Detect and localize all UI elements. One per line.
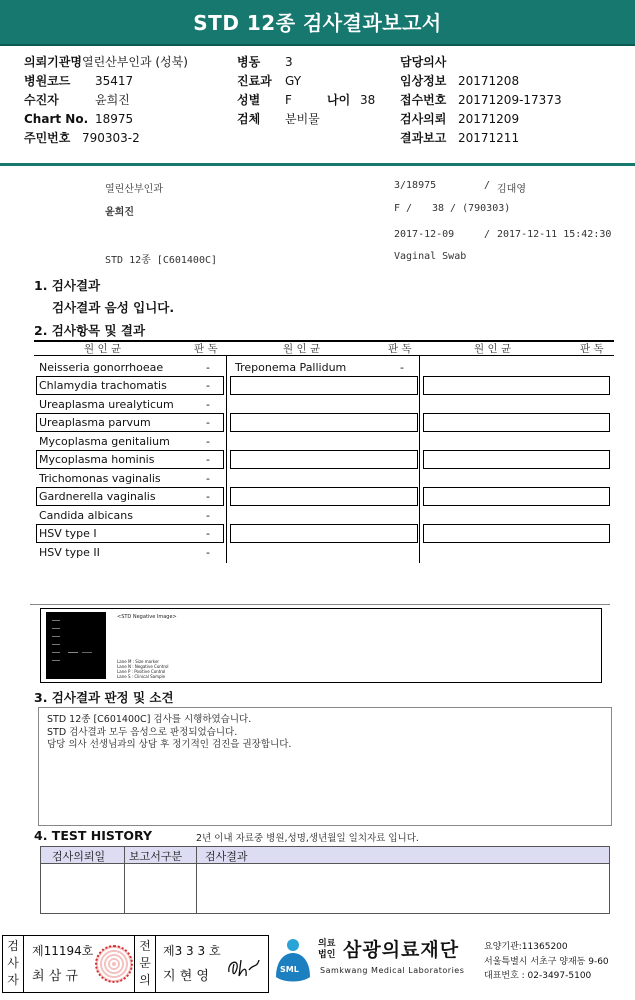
examiner-seal bbox=[95, 945, 133, 983]
pathogen-result: - bbox=[206, 509, 210, 522]
history-col-date: 검사의뢰일 bbox=[52, 850, 106, 863]
section-1-result: 검사결과 음성 입니다. bbox=[52, 300, 175, 315]
col-header-judge-2: 판 독 bbox=[388, 343, 412, 355]
org-logo bbox=[272, 937, 314, 989]
info-row-doctor: 담당의사 bbox=[400, 55, 447, 69]
col-header-pathogen-3: 원 인 균 bbox=[474, 343, 512, 355]
signature-box bbox=[2, 935, 269, 993]
examiner-license: 제11194호 bbox=[32, 944, 94, 958]
pathogen-name: Treponema Pallidum bbox=[235, 361, 347, 374]
gel-image bbox=[46, 612, 106, 679]
sub-hospital: 열린산부인과 bbox=[105, 184, 163, 195]
pathogen-name: Ureaplasma parvum bbox=[39, 416, 151, 429]
gel-legend: Lane M : Size marker Lane N : Negative Control Lane P : Positive Control Lane S : Clinical Sample bbox=[117, 659, 169, 679]
empty-row-box bbox=[423, 450, 610, 469]
section-3-heading: 3. 검사결과 판정 및 소견 bbox=[34, 690, 174, 705]
pathogen-result: - bbox=[400, 361, 404, 374]
reviewer-license: 제3 3 3 호 bbox=[163, 944, 221, 958]
col-separator-1 bbox=[226, 355, 227, 563]
reviewer-signature bbox=[225, 954, 263, 980]
empty-row-box bbox=[423, 524, 610, 543]
info-row-sex: 성별 F 나이 38 bbox=[237, 93, 376, 107]
pathogen-name: Mycoplasma genitalium bbox=[39, 435, 170, 448]
info-row-chart: Chart No. 18975 bbox=[24, 112, 134, 126]
info-left bbox=[24, 53, 224, 148]
history-table bbox=[40, 846, 610, 914]
info-row-dept: 진료과 GY bbox=[237, 74, 302, 88]
empty-row-box bbox=[423, 413, 610, 432]
empty-row-box bbox=[230, 524, 418, 543]
pathogen-name: Gardnerella vaginalis bbox=[39, 490, 156, 503]
remarks-text: STD 12종 [C601400C] 검사를 시행하였습니다. STD 검사결과 모두 음성으로 판정되었습니다. 담당 의사 선생님과의 상담 후 정기적인 검진을 권장합니다. bbox=[47, 714, 292, 750]
pathogen-result: - bbox=[206, 527, 210, 540]
pathogen-name: Chlamydia trachomatis bbox=[39, 379, 167, 392]
sub-chart: 3/18975 bbox=[394, 180, 437, 191]
pathogen-result: - bbox=[206, 398, 210, 411]
sub-date-1: 2017-12-09 bbox=[394, 229, 455, 240]
info-mid bbox=[237, 53, 397, 129]
sub-slash-2: / bbox=[484, 229, 491, 240]
pathogen-name: Candida albicans bbox=[39, 509, 133, 522]
pathogen-result: - bbox=[206, 472, 210, 485]
info-right bbox=[400, 53, 620, 148]
pathogen-name: HSV type I bbox=[39, 527, 97, 540]
sub-age: 38 / (790303) bbox=[432, 203, 511, 214]
sub-doctor: 김대영 bbox=[497, 184, 526, 195]
info-row-patient: 수진자 윤희진 bbox=[24, 93, 130, 107]
gel-top-rule bbox=[30, 604, 610, 605]
pathogen-result: - bbox=[206, 453, 210, 466]
col-header-pathogen-2: 원 인 균 bbox=[283, 343, 321, 355]
gel-title: <STD Negative Image> bbox=[117, 614, 177, 620]
info-row-requested: 검사의뢰 20171209 bbox=[400, 112, 520, 126]
pathogen-result: - bbox=[206, 379, 210, 392]
history-col-result: 검사결과 bbox=[205, 850, 248, 863]
col-separator-2 bbox=[419, 355, 420, 563]
empty-row-box bbox=[230, 376, 418, 395]
empty-row-box bbox=[230, 413, 418, 432]
pathogen-name: Ureaplasma urealyticum bbox=[39, 398, 174, 411]
empty-row-box bbox=[423, 487, 610, 506]
info-row-reported: 결과보고 20171211 bbox=[400, 131, 520, 145]
info-row-institution: 의뢰기관명열린산부인과 (성북) bbox=[24, 55, 188, 69]
org-contact: 요양기관:11365200 서울특별시 서초구 양재동 9-60 대표번호 : 02-3497-5100 bbox=[484, 942, 609, 981]
info-row-clinical: 임상정보 20171208 bbox=[400, 74, 520, 88]
sub-specimen: Vaginal Swab bbox=[394, 251, 467, 262]
org-prefix: 의료 법인 bbox=[318, 939, 336, 960]
info-row-hospital-code: 병원코드 35417 bbox=[24, 74, 134, 88]
info-row-ward: 병동 3 bbox=[237, 55, 293, 69]
history-col-sep-1 bbox=[124, 847, 125, 913]
gel-frame bbox=[40, 608, 602, 683]
examiner-label: 검 사 자 bbox=[7, 939, 19, 987]
section-1-heading: 1. 검사결과 bbox=[34, 278, 101, 293]
pathogen-result: - bbox=[206, 546, 210, 559]
org-name: 삼광의료재단 bbox=[343, 939, 460, 961]
logo-text: SML bbox=[280, 965, 299, 974]
pathogen-name: Neisseria gonorrhoeae bbox=[39, 361, 164, 374]
org-english-name: Samkwang Medical Laboratories bbox=[320, 966, 465, 975]
info-separator bbox=[0, 163, 635, 166]
empty-row-box bbox=[230, 487, 418, 506]
reviewer-name: 지 현 영 bbox=[163, 969, 209, 984]
sub-patient: 윤희진 bbox=[105, 207, 134, 218]
info-row-specimen: 검체 분비물 bbox=[237, 112, 320, 126]
remarks-box bbox=[38, 707, 612, 826]
info-row-id: 주민번호 790303-2 bbox=[24, 131, 140, 145]
col-header-pathogen-1: 원 인 균 bbox=[84, 343, 122, 355]
pathogen-name: Trichomonas vaginalis bbox=[39, 472, 161, 485]
logo-icon bbox=[272, 937, 314, 989]
section-4-heading: 4. TEST HISTORY bbox=[34, 828, 153, 843]
report-title: STD 12종 검사결과보고서 bbox=[0, 0, 635, 44]
info-row-accession: 접수번호 20171209-17373 bbox=[400, 93, 562, 107]
empty-row-box bbox=[423, 376, 610, 395]
col-header-judge-3: 판 독 bbox=[580, 343, 604, 355]
sub-slash-1: / bbox=[484, 180, 491, 191]
pathogen-result: - bbox=[206, 416, 210, 429]
history-col-type: 보고서구분 bbox=[129, 850, 183, 863]
history-note: 2년 이내 자료중 병원,성명,생년월일 일치자료 입니다. bbox=[196, 833, 419, 844]
reviewer-label: 전 문 의 bbox=[139, 939, 151, 987]
pathogen-result: - bbox=[206, 490, 210, 503]
pathogen-result: - bbox=[206, 361, 210, 374]
col-header-judge-1: 판 독 bbox=[194, 343, 218, 355]
pathogen-name: HSV type II bbox=[39, 546, 100, 559]
pathogen-name: Mycoplasma hominis bbox=[39, 453, 155, 466]
sub-sex: F / bbox=[394, 203, 413, 214]
sub-date-2: 2017-12-11 15:42:30 bbox=[497, 229, 612, 240]
header-rule bbox=[0, 44, 635, 46]
examiner-name: 최 삼 규 bbox=[32, 969, 78, 984]
history-col-sep-2 bbox=[196, 847, 197, 913]
sub-test: STD 12종 [C601400C] bbox=[105, 255, 218, 266]
empty-row-box bbox=[230, 450, 418, 469]
pathogen-result: - bbox=[206, 435, 210, 448]
history-header bbox=[40, 846, 610, 864]
section-2-heading: 2. 검사항목 및 결과 bbox=[34, 323, 146, 338]
